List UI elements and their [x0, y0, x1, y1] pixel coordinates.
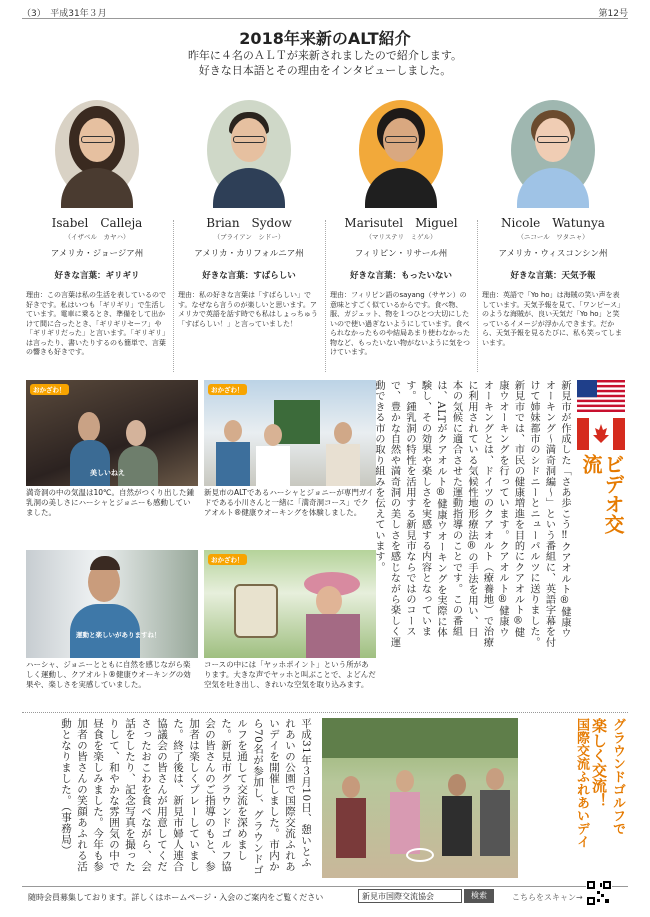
- golf-heading-line-1: グラウンドゴルフで: [610, 718, 625, 835]
- alt-reason: 理由：フィリピン語のsayang（サヤン）の意味とすごく似ているからです。食べ物、服、ガジェット、物を１つひとつ大切にしたいので使い過ぎないようにしています。食べられなかったものや結局あまり使わなかった物など、もったいない物がないように気をつけています。: [330, 291, 470, 356]
- canada-flag-icon: [577, 418, 625, 450]
- program-logo: おかざわ！: [208, 384, 247, 395]
- subtitle-overlay: 美しいねえ: [90, 469, 125, 477]
- alt-kana: （イザベル カヤハ）: [64, 233, 130, 241]
- alt-favorite-word: 好きな言葉：ギリギリ: [54, 271, 140, 281]
- header-divider: [22, 18, 628, 19]
- scan-note: こちらをスキャン→: [512, 893, 583, 902]
- alt-kana: （ブライアン シドー）: [213, 233, 285, 241]
- alt-reason: 理由：この言葉は私の生活を表しているので好きです。私はいつも「ギリギリ」で生活しています。電車に乗るとき、準備をして出かけて間に合ったとき、「ギリギリセーフ」や「ギリギリだった」と言います。「ギリギリ」は言ったり、書いたりするのも簡単で、言葉の響きも好きです。: [26, 291, 166, 356]
- alt-home: アメリカ・ジョージア州: [50, 249, 144, 259]
- alt-reason: 理由：私の好きな言葉は「すばらしい」です。なぜなら言うのが楽しいと思います。アメリカで英語を話す時でも私はしょっちゅう「すばらしい！」と言っていました！: [178, 291, 318, 328]
- video-heading: ビデオ交流: [579, 454, 625, 534]
- intro-line-1: 昨年に４名のＡＬＴが来新されましたので紹介します。: [187, 49, 463, 62]
- membership-note: 随時会員募集しております。詳しくはホームページ・入会のご案内をご覧ください: [28, 893, 324, 902]
- alt-profile-brian: [174, 100, 324, 331]
- footer: [22, 886, 628, 907]
- photo-cave: [26, 380, 198, 486]
- avatar: [207, 100, 291, 200]
- subtitle-overlay: 運動と楽しいがありますね！: [76, 631, 161, 639]
- alt-kana: （マリステリ ミゲル）: [365, 233, 437, 241]
- caption-yahho-point: コースの中には「ヤッホポイント」という所があります。大きな声でヤッホと叫ぶことで、よどんだ空気を吐き出し、きれいな空気を取り込みます。: [204, 660, 376, 689]
- alt-profile-marisutel: [326, 100, 476, 360]
- alt-home: アメリカ・ウィスコンシン州: [498, 249, 608, 259]
- alt-name: Brian Sydow: [206, 216, 292, 230]
- alt-reason: 理由：英語で「Yo ho」は海賊の笑い声を表しています。天気予報を見て、「ワンピース」のような海賊が、良い天気だ「Yo ho」と笑っているイメージが浮かんできます。だから、天気予報を見るたびに、私も笑ってしまいます。: [482, 291, 622, 347]
- alt-name: Isabel Calleja: [51, 216, 143, 230]
- avatar: [55, 100, 139, 200]
- section-divider: [22, 712, 628, 713]
- alt-favorite-word: 好きな言葉：すばらしい: [202, 271, 296, 281]
- search-box[interactable]: 新見市国際交流協会: [358, 889, 462, 903]
- golf-heading-line-3: 国際交流ふれあいデイ: [574, 718, 589, 848]
- photo-ground-golf: [322, 718, 518, 878]
- alt-favorite-word: 好きな言葉：天気予報: [510, 271, 596, 281]
- caption-exercise: ハーシャ、ジョニーとともに自然を感じながら楽しく運動し、クアオルト®健康ウオーキングの効果や、楽しさを実感していました。: [26, 660, 191, 689]
- program-logo: おかざわ！: [30, 384, 69, 395]
- photo-guide: [204, 380, 376, 486]
- avatar: [359, 100, 443, 200]
- alt-home: アメリカ・カリフォルニア州: [194, 249, 304, 259]
- avatar: [511, 100, 595, 200]
- issue-number: 第12号: [598, 9, 628, 19]
- alt-profile-isabel: [22, 100, 172, 360]
- video-body-text: 新見市が作成した「さあ歩こう‼クアオルト®健康ウオーキング〜満奇洞編〜」という番組に、英語字幕を付けて姉妹都市のシドニーとニューパルツに送りました。新見市では、市民の健康増進を目的にクアオルト®健康ウオーキングを行っています。クアオルト®健康ウオーキングとは、ドイツのクアオルト（療養地）で治療に利用されている気候性地形療法®の手法を用い、日本の気候に適合させた運動指導のことです。この番組は、ALTがクアオルト®健康ウオーキングを実際に体験し、その効果や楽しさを実感する内容となっています。鍾乳洞の特性を活用する新見市ならではのコースで、豊かな自然や満奇洞の美しさを感じながら楽しく運動できる市の取り組みを伝えています。: [373, 380, 570, 648]
- alt-name: Nicole Watunya: [501, 216, 605, 230]
- article-title: 2018年来新のALT紹介: [239, 29, 411, 48]
- photo-exercise: [26, 550, 198, 658]
- photo-yahho-point: [204, 550, 376, 658]
- search-button[interactable]: 検索: [464, 889, 494, 903]
- page-number-left: （3） 平成31年３月: [22, 9, 107, 19]
- program-logo: おかざわ！: [208, 554, 247, 565]
- alt-name: Marisutel Miguel: [344, 216, 458, 230]
- alt-home: フィリピン・リサール州: [354, 249, 448, 259]
- golf-heading: [526, 718, 626, 878]
- caption-guide: 新見市のALTであるハーシャとジョニーが専門ガイドである小川さんと一緒に「満奇洞コース」でクアオルト®健康ウオーキングを体験しました。: [204, 488, 374, 517]
- us-flag-icon: [577, 380, 625, 412]
- qr-code-icon[interactable]: [586, 880, 612, 906]
- alt-profile-nicole: [478, 100, 628, 350]
- alt-kana: （ニコール ワタニャ）: [517, 233, 589, 241]
- intro-line-2: 好きな日本語とその理由をインタビューしました。: [198, 64, 452, 77]
- golf-body-text: 平成31年３月10日、憩いとふれあいの公園で国際交流ふれあいデイを開催しました。市内から70名が参加し、グラウンドゴルフを通して交流を深めました。新見市グラウンドゴルフ協会の皆さんのご指導のもと、参加者は楽しくプレーしていました。終了後は、新見市婦人連合協議会の皆さんが用意してくださったおこわを食べながら、会話をしたり、記念写真を撮ったりして、和やかな雰囲気の中で昼食を楽しみました。今年も参加者の皆さんの笑顔あふれる活動となりました。（事務局）: [60, 718, 312, 876]
- caption-cave: 満奇洞の中の気温は10℃。自然がつくり出した鍾乳洞の美しさにハーシャとジョニーも感動していました。: [26, 488, 194, 517]
- golf-heading-line-2: 楽しく交流！: [590, 718, 608, 808]
- alt-favorite-word: 好きな言葉：もったいない: [349, 271, 452, 281]
